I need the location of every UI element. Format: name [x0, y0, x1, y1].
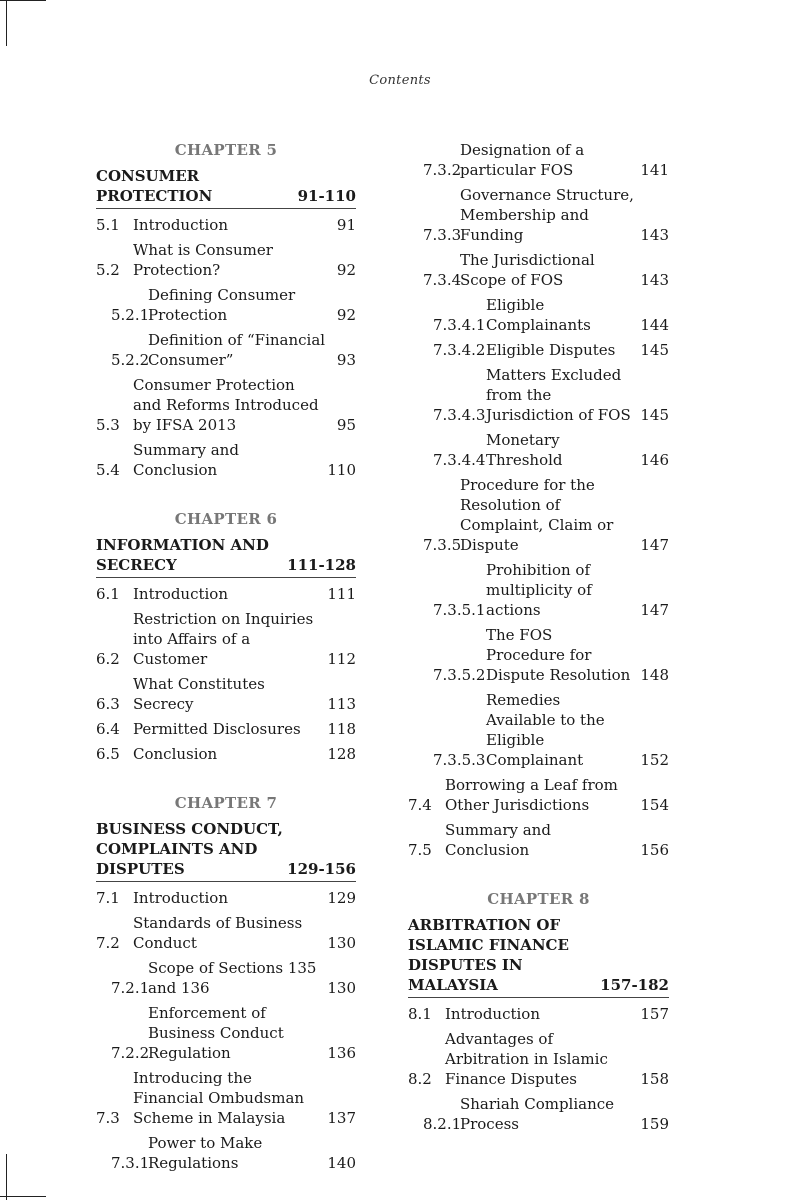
- entry-number: 7.5: [408, 841, 432, 859]
- toc-entry[interactable]: [96, 285, 356, 325]
- entry-title: Defining Consumer Protection: [148, 286, 296, 324]
- entry-title: Eligible Disputes: [486, 341, 616, 359]
- entry-number: 7.3.4: [423, 271, 462, 289]
- toc-entry[interactable]: [96, 240, 356, 280]
- section-gap: [96, 769, 356, 793]
- toc-entry[interactable]: [96, 674, 356, 714]
- entry-page-number: 140: [327, 1154, 356, 1172]
- entry-page-number: 113: [327, 695, 356, 713]
- toc-entry[interactable]: [96, 1068, 356, 1128]
- toc-column-right: [408, 140, 669, 1139]
- entry-page-number: 91: [336, 216, 356, 234]
- section-gap: [408, 865, 669, 889]
- entry-title: Standards of Business Conduct: [133, 914, 303, 952]
- entry-number: 8.1: [408, 1005, 432, 1023]
- toc-entry[interactable]: [408, 1004, 669, 1024]
- entry-number: 8.2.1: [423, 1115, 462, 1133]
- entry-number: 7.2.1: [111, 979, 150, 997]
- toc-entry[interactable]: [408, 295, 669, 335]
- entry-number: 7.3.4.4: [433, 451, 486, 469]
- toc-entry[interactable]: [408, 475, 669, 555]
- toc-entry[interactable]: [96, 1133, 356, 1173]
- entry-title: Procedure for the Resolution of Complaint, Claim or Dispute: [460, 476, 614, 554]
- chapter-title-text: ARBITRATION OF ISLAMIC FINANCE DISPUTES IN MALAYSIA: [408, 916, 569, 994]
- entry-number: 6.3: [96, 695, 120, 713]
- entry-page-number: 145: [640, 341, 669, 359]
- entry-title: Introducing the Financial Ombudsman Scheme in Malaysia: [133, 1069, 305, 1127]
- entry-title: Remedies Available to the Eligible Complainant: [486, 691, 605, 769]
- entry-page-number: 92: [336, 261, 356, 279]
- entry-page-number: 157: [640, 1005, 669, 1023]
- entry-title: Conclusion: [133, 745, 218, 763]
- entry-page-number: 152: [640, 751, 669, 769]
- entry-title: Introduction: [133, 216, 228, 234]
- entry-page-number: 143: [640, 271, 669, 289]
- entry-number: 7.3.2: [423, 161, 462, 179]
- entry-number: 6.2: [96, 650, 120, 668]
- entry-title: Advantages of Arbitration in Islamic Finance Disputes: [445, 1030, 608, 1088]
- entry-number: 6.4: [96, 720, 120, 738]
- entry-page-number: 156: [640, 841, 669, 859]
- entry-number: 8.2: [408, 1070, 432, 1088]
- toc-entry[interactable]: [96, 584, 356, 604]
- entry-page-number: 148: [640, 666, 669, 684]
- toc-entry[interactable]: [96, 744, 356, 764]
- entry-number: 7.3: [96, 1109, 120, 1127]
- entry-page-number: 159: [640, 1115, 669, 1133]
- section-gap: [96, 485, 356, 509]
- entry-page-number: 129: [327, 889, 356, 907]
- chapter-label: CHAPTER 5: [174, 141, 278, 159]
- entry-page-number: 128: [327, 745, 356, 763]
- chapter-page-range: 157-182: [600, 976, 669, 994]
- entry-number: 7.3.5.2: [433, 666, 486, 684]
- entry-title: Prohibition of multiplicity of actions: [486, 561, 592, 619]
- entry-title: Borrowing a Leaf from Other Jurisdictions: [445, 776, 618, 814]
- chapter-title[interactable]: [408, 915, 669, 998]
- entry-page-number: 95: [336, 416, 356, 434]
- entry-title: Introduction: [445, 1005, 540, 1023]
- toc-entry[interactable]: [96, 215, 356, 235]
- chapter-label: CHAPTER 7: [174, 794, 278, 812]
- entry-title: The FOS Procedure for Dispute Resolution: [486, 626, 631, 684]
- entry-number: 7.4: [408, 796, 432, 814]
- toc-entry[interactable]: [408, 1029, 669, 1089]
- entry-number: 7.1: [96, 889, 120, 907]
- entry-number: 7.3.4.2: [433, 341, 486, 359]
- entry-number: 6.1: [96, 585, 120, 603]
- entry-page-number: 110: [327, 461, 356, 479]
- entry-page-number: 147: [640, 601, 669, 619]
- entry-page-number: 137: [327, 1109, 356, 1127]
- crop-mark: [6, 0, 7, 46]
- entry-number: 6.5: [96, 745, 120, 763]
- entry-title: The Jurisdictional Scope of FOS: [460, 251, 595, 289]
- entry-number: 7.3.4.1: [433, 316, 486, 334]
- entry-number: 5.2: [96, 261, 120, 279]
- entry-page-number: 147: [640, 536, 669, 554]
- entry-page-number: 130: [327, 934, 356, 952]
- chapter-title-text: BUSINESS CONDUCT, COMPLAINTS AND DISPUTES: [96, 820, 283, 878]
- entry-number: 7.3.5.1: [433, 601, 486, 619]
- toc-entry[interactable]: [408, 690, 669, 770]
- entry-title: Introduction: [133, 585, 228, 603]
- entry-page-number: 154: [640, 796, 669, 814]
- entry-title: Power to Make Regulations: [148, 1134, 263, 1172]
- entry-number: 7.3.5: [423, 536, 462, 554]
- entry-number: 7.2.2: [111, 1044, 150, 1062]
- entry-page-number: 143: [640, 226, 669, 244]
- toc-entry[interactable]: [96, 609, 356, 669]
- entry-title: Summary and Conclusion: [133, 441, 239, 479]
- entry-title: Matters Excluded from the Jurisdiction of FOS: [486, 366, 631, 424]
- running-head: Contents: [369, 73, 431, 88]
- entry-number: 5.2.1: [111, 306, 150, 324]
- toc-entry[interactable]: [96, 888, 356, 908]
- entry-title: Summary and Conclusion: [445, 821, 551, 859]
- chapter-title[interactable]: [96, 535, 356, 578]
- toc-entry[interactable]: [96, 440, 356, 480]
- entry-title: Monetary Threshold: [486, 431, 563, 469]
- entry-title: Permitted Disclosures: [133, 720, 301, 738]
- entry-number: 7.3.3: [423, 226, 462, 244]
- entry-title: What is Consumer Protection?: [133, 241, 273, 279]
- crop-mark: [6, 1154, 7, 1200]
- entry-number: 5.3: [96, 416, 120, 434]
- entry-title: What Constitutes Secrecy: [133, 675, 265, 713]
- toc-entry[interactable]: [408, 560, 669, 620]
- toc-entry[interactable]: [408, 250, 669, 290]
- chapter-page-range: 129-156: [287, 860, 356, 878]
- chapter-title[interactable]: [96, 819, 356, 882]
- toc-column-left: [96, 140, 356, 1178]
- entry-title: Governance Structure, Membership and Funding: [460, 186, 634, 244]
- entry-number: 5.4: [96, 461, 120, 479]
- entry-title: Introduction: [133, 889, 228, 907]
- entry-number: 7.3.5.3: [433, 751, 486, 769]
- entry-page-number: 146: [640, 451, 669, 469]
- entry-title: Enforcement of Business Conduct Regulation: [148, 1004, 284, 1062]
- entry-number: 7.3.1: [111, 1154, 150, 1172]
- toc-entry[interactable]: [96, 958, 356, 998]
- entry-number: 5.2.2: [111, 351, 150, 369]
- entry-page-number: 144: [640, 316, 669, 334]
- chapter-title-text: INFORMATION AND SECRECY: [96, 536, 269, 574]
- entry-page-number: 136: [327, 1044, 356, 1062]
- entry-number: 7.3.4.3: [433, 406, 486, 424]
- chapter-title-text: CONSUMER PROTECTION: [96, 167, 213, 205]
- chapter-page-range: 91-110: [297, 187, 356, 205]
- entry-title: Scope of Sections 135 and 136: [148, 959, 317, 997]
- entry-page-number: 112: [327, 650, 356, 668]
- toc-entry[interactable]: [408, 185, 669, 245]
- chapter-label: CHAPTER 6: [174, 510, 278, 528]
- toc-entry[interactable]: [408, 430, 669, 470]
- entry-page-number: 130: [327, 979, 356, 997]
- entry-number: 7.2: [96, 934, 120, 952]
- toc-entry[interactable]: [408, 1094, 669, 1134]
- chapter-label: CHAPTER 8: [487, 890, 590, 908]
- entry-page-number: 145: [640, 406, 669, 424]
- toc-entry[interactable]: [96, 719, 356, 739]
- toc-entry[interactable]: [96, 1003, 356, 1063]
- toc-entry[interactable]: [408, 775, 669, 815]
- chapter-page-range: 111-128: [287, 556, 356, 574]
- entry-title: Restriction on Inquiries into Affairs of a Customer: [133, 610, 314, 668]
- toc-entry[interactable]: [408, 340, 669, 360]
- toc-entry[interactable]: [408, 625, 669, 685]
- chapter-title[interactable]: [96, 166, 356, 209]
- entry-title: Definition of “Financial Consumer”: [148, 331, 326, 369]
- entry-number: 5.1: [96, 216, 120, 234]
- toc-entry[interactable]: [408, 365, 669, 425]
- toc-entry[interactable]: [96, 375, 356, 435]
- entry-page-number: 93: [336, 351, 356, 369]
- toc-entry[interactable]: [96, 913, 356, 953]
- entry-title: Eligible Complainants: [486, 296, 591, 334]
- toc-entry[interactable]: [408, 820, 669, 860]
- toc-entry[interactable]: [96, 330, 356, 370]
- entry-page-number: 118: [327, 720, 356, 738]
- entry-page-number: 141: [640, 161, 669, 179]
- entry-title: Shariah Compliance Process: [460, 1095, 615, 1133]
- entry-title: Consumer Protection and Reforms Introduced by IFSA 2013: [133, 376, 319, 434]
- toc-entry[interactable]: [408, 140, 669, 180]
- entry-page-number: 158: [640, 1070, 669, 1088]
- entry-title: Designation of a particular FOS: [460, 141, 585, 179]
- entry-page-number: 111: [327, 585, 356, 603]
- entry-page-number: 92: [336, 306, 356, 324]
